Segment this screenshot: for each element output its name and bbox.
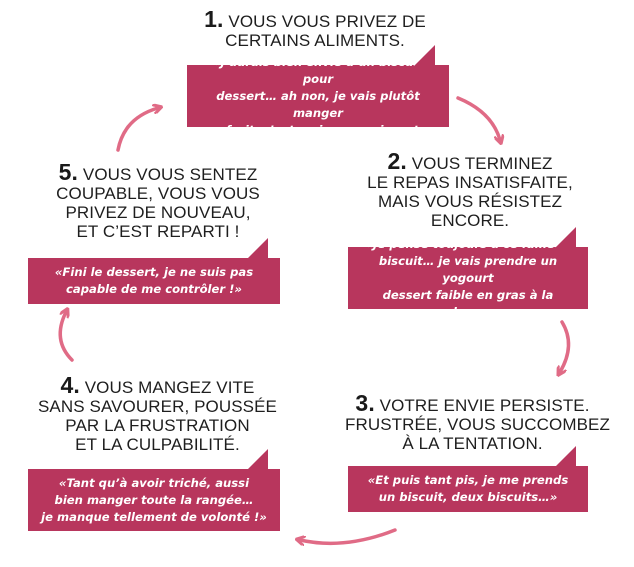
step-5-line-4: ET C’EST REPARTI ! (76, 222, 240, 241)
bubble-tail (554, 227, 576, 249)
curved-arrow-icon (60, 312, 72, 360)
step-5-number: 5. (58, 159, 79, 185)
step-1-quote-line-1: «J’aurais bien envie d’un biscuit pour (213, 54, 423, 86)
step-3-quote-line-1: «Et puis tant pis, je me prends (367, 473, 569, 487)
step-3-quote (348, 466, 588, 512)
step-2-line-4: ENCORE. (430, 211, 510, 230)
step-3-line-2: FRUSTRÉE, VOUS SUCCOMBEZ (345, 415, 610, 434)
step-4-quote (28, 469, 280, 531)
bubble-tail (413, 45, 435, 67)
step-4-heading (35, 372, 280, 454)
step-2-quote-line-1: «Je pense toujours à ce fameux (365, 236, 571, 251)
step-4-quote-line-1: «Tant qu’à avoir triché, aussi (58, 475, 250, 490)
step-4-line-1: VOUS MANGEZ VITE (84, 378, 255, 397)
step-2-number: 2. (387, 148, 407, 174)
step-3-number: 3. (355, 390, 375, 416)
step-1-quote (187, 54, 449, 137)
curved-arrow-icon (300, 530, 395, 543)
step-2-line-3: MAIS VOUS RÉSISTEZ (377, 192, 563, 211)
step-2-line-2: LE REPAS INSATISFAITE, (367, 173, 573, 192)
step-4-quote-line-2: bien manger toute la rangée… (54, 492, 254, 507)
step-2-quote-line-3: dessert faible en gras à la place.» (382, 287, 554, 319)
bubble-tail (246, 238, 268, 260)
step-4-line-2: SANS SAVOURER, POUSSÉE (37, 397, 277, 416)
step-4-line-4: ET LA CULPABILITÉ. (75, 435, 240, 454)
curved-arrow-icon (458, 98, 500, 140)
step-4-line-3: PAR LA FRUSTRATION (65, 416, 250, 435)
step-3-quote-line-2: un biscuit, deux biscuits…» (378, 490, 558, 504)
step-2-heading (355, 148, 585, 230)
step-1-heading (190, 6, 440, 50)
step-5-line-3: PRIVEZ DE NOUVEAU, (65, 203, 251, 222)
step-4-quote-line-3: je manque tellement de volonté !» (41, 509, 267, 524)
step-3-line-3: À LA TENTATION. (402, 434, 543, 453)
curved-arrow-icon (118, 108, 158, 150)
step-5-quote (28, 258, 280, 304)
step-4-number: 4. (60, 372, 80, 398)
step-1-quote-line-2: dessert… ah non, je vais plutôt manger (216, 88, 420, 120)
step-2-quote (348, 236, 588, 319)
step-3-heading (345, 390, 610, 453)
bubble-tail (246, 449, 268, 471)
step-5-heading (38, 159, 278, 241)
step-2-line-1: VOUS TERMINEZ (411, 154, 553, 173)
step-1-line-1: VOUS VOUS PRIVEZ DE (228, 12, 426, 31)
step-5-line-1: VOUS VOUS SENTEZ (82, 165, 258, 184)
step-3-line-1: VOTRE ENVIE PERSISTE. (379, 396, 590, 415)
step-5-quote-line-2: capable de me contrôler !» (66, 282, 242, 296)
step-1-line-2: CERTAINS ALIMENTS. (225, 31, 405, 50)
step-2-quote-line-2: biscuit… je vais prendre un yogourt (378, 253, 558, 285)
bubble-tail (554, 446, 576, 468)
step-5-quote-line-1: «Fini le dessert, je ne suis pas (54, 265, 254, 279)
step-5-line-2: COUPABLE, VOUS VOUS (56, 184, 260, 203)
step-1-quote-line-3: un fruit, c’est moins engraissant.» (205, 122, 431, 137)
step-1-number: 1. (204, 6, 224, 32)
curved-arrow-icon (560, 322, 569, 372)
